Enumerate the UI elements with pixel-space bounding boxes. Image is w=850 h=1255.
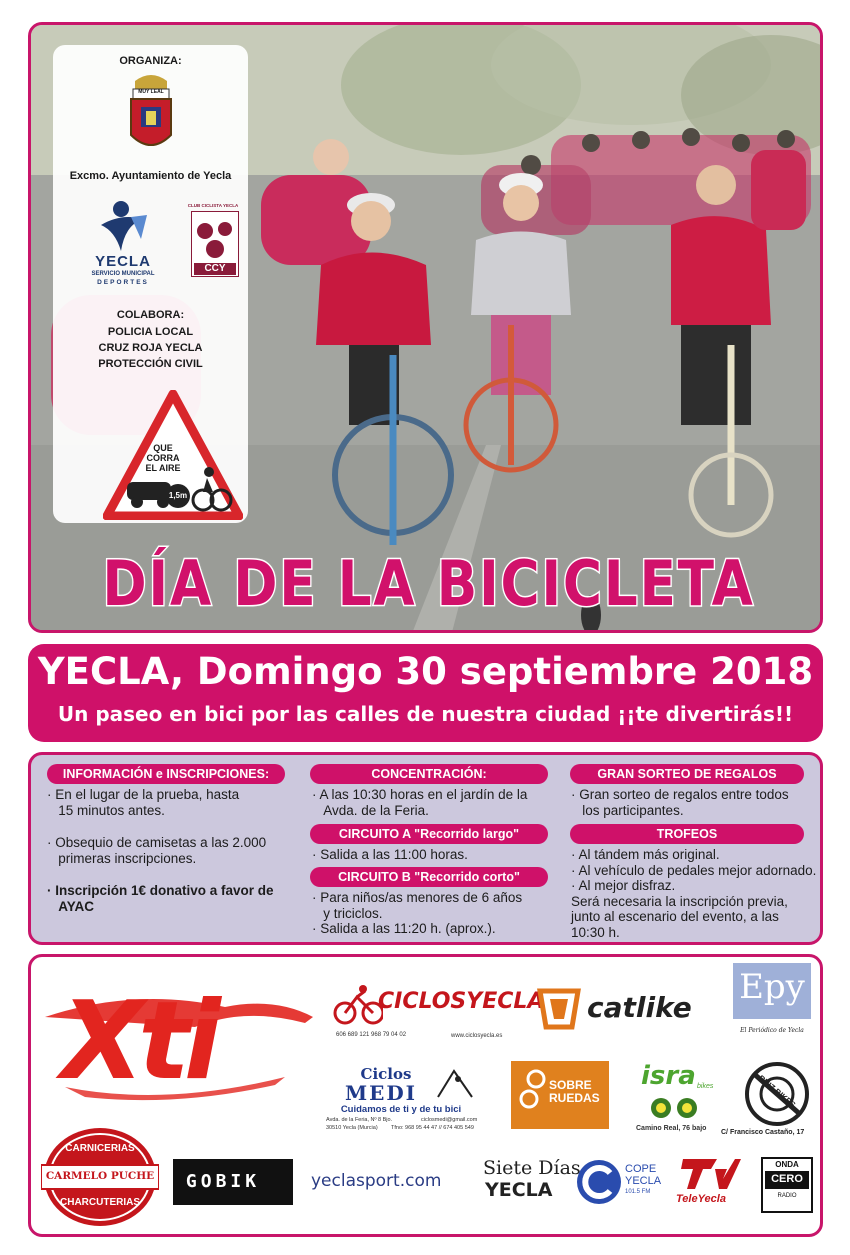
info-panel bbox=[28, 752, 823, 945]
ciclosyecla-phone: 606 689 121 968 79 04 02 bbox=[336, 1032, 407, 1038]
ruiz-bikes-addr: C/ Francisco Castaño, 17 bbox=[721, 1129, 805, 1136]
carnicerias-name: CARMELO PUCHE bbox=[45, 1170, 155, 1182]
cope-freq: 101.5 FM bbox=[625, 1189, 651, 1195]
ciclos-medi-slogan: Cuidamos de ti y de tu bici bbox=[340, 1104, 462, 1115]
colabora-label: COLABORA: bbox=[116, 309, 185, 321]
info-item-2-l1: Obsequio de camisetas a las 2.000 bbox=[55, 835, 267, 850]
raffle-text: · Gran sorteo de regalos entre todos los participantes. bbox=[571, 787, 789, 818]
event-date-title: YECLA, Domingo 30 septiembre 2018 bbox=[37, 650, 814, 693]
ciclos-medi-city: 30510 Yecla (Murcia) bbox=[326, 1125, 378, 1131]
sponsors-panel bbox=[28, 954, 823, 1237]
raffle-l1: Gran sorteo de regalos entre todos bbox=[579, 787, 789, 802]
note-l2: junto al escenario del evento, a las bbox=[571, 909, 779, 924]
onda-cero-2: CERO bbox=[771, 1173, 803, 1185]
collaborator-3: PROTECCIÓN CIVIL bbox=[98, 358, 203, 370]
epy-logo: Epy bbox=[739, 967, 805, 1007]
yecla-deportes-icon bbox=[91, 195, 151, 255]
raffle-header: GRAN SORTEO DE REGALOS bbox=[570, 764, 804, 784]
onda-cero-3: RADIO bbox=[777, 1193, 797, 1199]
teleyecla-logo: TeleYecla bbox=[676, 1193, 726, 1205]
ciclos-medi-addr: Avda. de la Feria, Nº 8 Bjo. bbox=[326, 1117, 393, 1123]
note-l3: 10:30 h. bbox=[571, 924, 620, 940]
trophy-3: Al mejor disfraz. bbox=[578, 878, 676, 893]
isra-bikes-logo: isra bbox=[641, 1061, 696, 1091]
concentration-l2: Avda. de la Feria. bbox=[323, 802, 429, 818]
note-l1: Será necesaria la inscripción previa, bbox=[571, 893, 788, 909]
cope-2: YECLA bbox=[625, 1175, 662, 1187]
circuit-a-text: Salida a las 11:00 horas. bbox=[320, 847, 468, 862]
yecla-deportes-sub1: SERVICIO MUNICIPAL bbox=[91, 271, 155, 277]
sign-distance: 1,5m bbox=[168, 491, 188, 500]
ruiz-bikes-logo: RUIZ BIKES bbox=[756, 1073, 798, 1110]
circuit-b-item-2-text: Salida a las 11:20 h. (aprox.). bbox=[320, 921, 496, 936]
siete-dias-2: YECLA bbox=[485, 1179, 553, 1201]
catlike-logo: catlike bbox=[587, 991, 692, 1024]
cope-icon bbox=[576, 1159, 622, 1205]
organiza-label: ORGANIZA: bbox=[119, 55, 182, 67]
city-crest-icon bbox=[125, 73, 177, 159]
collaborator-1: POLICIA LOCAL bbox=[107, 326, 194, 338]
isra-bikes-addr: Camino Real, 76 bajo bbox=[636, 1125, 707, 1132]
date-banner bbox=[28, 644, 823, 742]
circuit-b-item-1-l1: Para niños/as menores de 6 años bbox=[320, 890, 523, 905]
club-ciclista-label: CLUB CICLISTA YECLA bbox=[187, 203, 239, 208]
collaborator-2: CRUZ ROJA YECLA bbox=[98, 342, 203, 354]
ciclosyecla-web: www.ciclosyecla.es bbox=[451, 1033, 503, 1039]
info-item-1-l1: En el lugar de la prueba, hasta bbox=[55, 787, 240, 802]
hero-photo-panel bbox=[28, 22, 823, 633]
sign-line-3: EL AIRE bbox=[145, 463, 181, 473]
circuit-b-item-2: · Salida a las 11:20 h. (aprox.). bbox=[312, 921, 496, 936]
teleyecla-icon bbox=[681, 1157, 741, 1191]
yeclasport-logo: yeclasport.com bbox=[311, 1171, 442, 1191]
circuit-a-header: CIRCUITO A "Recorrido largo" bbox=[310, 824, 548, 844]
club-ciclista-abbr: CCY bbox=[204, 263, 226, 274]
gobik-logo: GOBIK bbox=[185, 1171, 261, 1192]
siete-dias-1: Siete Días bbox=[483, 1157, 581, 1179]
info-item-1-l2: 15 minutos antes. bbox=[58, 802, 165, 818]
info-item-3-l1: Inscripción 1€ donativo a favor de bbox=[55, 883, 274, 898]
circuit-b-item-1-l2: y triciclos. bbox=[323, 905, 383, 921]
info-item-2: · Obsequio de camisetas a las 2.000 primeras inscripciones. bbox=[47, 835, 267, 866]
sobre-ruedas-icon bbox=[519, 1069, 553, 1109]
trophies-list: · Al tándem más original. · Al vehículo de pedales mejor adornado. · Al mejor disfraz. Será necesaria la inscripción previa, junto al escenario del evento, a las 10:30 h. bbox=[571, 847, 817, 940]
info-item-1: · En el lugar de la prueba, hasta 15 minutos antes. bbox=[47, 787, 240, 818]
ciclos-medi-2: MEDI bbox=[344, 1081, 418, 1105]
ciclos-medi-1: Ciclos bbox=[360, 1065, 412, 1083]
event-subtitle: Un paseo en bici por las calles de nuestra ciudad ¡¡te divertirás!! bbox=[57, 702, 794, 726]
yecla-deportes-sub2: DEPORTES bbox=[97, 279, 149, 286]
carnicerias-bottom: CHARCUTERIAS bbox=[60, 1197, 140, 1208]
info-item-3-l2: AYAC bbox=[58, 898, 95, 914]
concentration-text: · A las 10:30 horas en el jardín de la Avda. de la Feria. bbox=[312, 787, 528, 818]
raffle-l2: los participantes. bbox=[582, 802, 684, 818]
catlike-icon bbox=[536, 987, 582, 1031]
concentration-l1: A las 10:30 horas en el jardín de la bbox=[319, 787, 528, 802]
sign-line-2: CORRA bbox=[146, 453, 180, 463]
info-header: INFORMACIÓN e INSCRIPCIONES: bbox=[47, 764, 285, 784]
circuit-b-item-1: · Para niños/as menores de 6 años y triciclos. bbox=[312, 890, 523, 921]
epy-subtitle: El Periódico de Yecla bbox=[740, 1027, 804, 1034]
xti-logo: Xti bbox=[61, 979, 215, 1104]
sobre-ruedas-logo: SOBRE RUEDAS bbox=[549, 1078, 600, 1105]
ciclosyecla-rider-icon bbox=[333, 985, 383, 1025]
yecla-deportes-logo: YECLA bbox=[95, 253, 151, 270]
ciclos-medi-phone: Tfno: 968 95 44 47 // 674 405 549 bbox=[391, 1125, 474, 1131]
trophy-2: Al vehículo de pedales mejor adornado. bbox=[578, 862, 817, 878]
concentration-header: CONCENTRACIÓN: bbox=[310, 764, 548, 784]
carnicerias-top: CARNICERIAS bbox=[65, 1143, 135, 1154]
ciclos-medi-mountain-icon bbox=[436, 1063, 474, 1101]
crest-text: MUY LEAL bbox=[138, 89, 164, 95]
cope-1: COPE bbox=[625, 1163, 657, 1175]
sign-line-1: QUE bbox=[153, 443, 173, 453]
info-item-3: · Inscripción 1€ donativo a favor de AYAC bbox=[47, 883, 274, 914]
ciclosyecla-logo: CICLOSYECLA bbox=[378, 989, 545, 1014]
circuit-a-item: · Salida a las 11:00 horas. bbox=[312, 847, 468, 862]
onda-cero-1: ONDA bbox=[775, 1160, 799, 1169]
isra-bikes-sub: bikes bbox=[697, 1083, 714, 1090]
info-item-2-l2: primeras inscripciones. bbox=[58, 850, 197, 866]
event-title: DÍA DE LA BICICLETA bbox=[102, 547, 755, 620]
trophy-1: Al tándem más original. bbox=[578, 847, 720, 862]
organizer-card bbox=[53, 45, 248, 523]
circuit-b-header: CIRCUITO B "Recorrido corto" bbox=[310, 867, 548, 887]
city-hall-name: Excmo. Ayuntamiento de Yecla bbox=[69, 170, 232, 182]
isra-bike-icon bbox=[649, 1092, 699, 1120]
trophies-header: TROFEOS bbox=[570, 824, 804, 844]
ciclos-medi-mail: ciclosmedi@gmail.com bbox=[421, 1117, 478, 1123]
